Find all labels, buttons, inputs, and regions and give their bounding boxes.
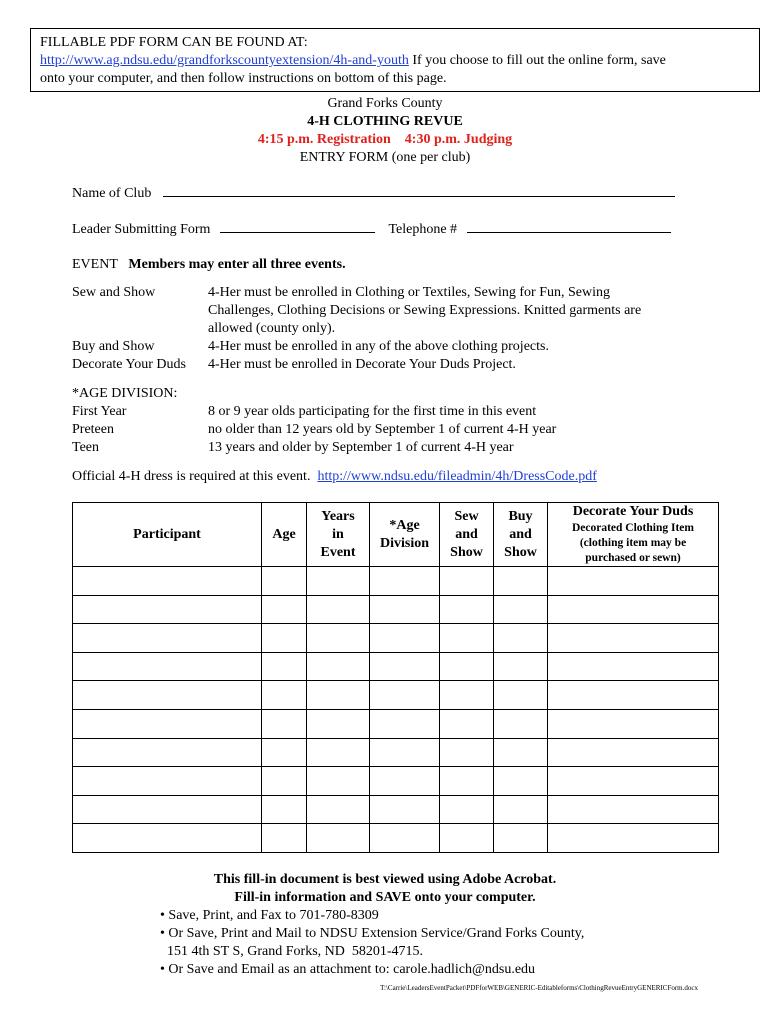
age-division-name: Teen <box>72 440 100 455</box>
event-desc <box>208 284 688 338</box>
years-in-event-cell[interactable] <box>307 738 370 767</box>
table-row <box>73 795 719 824</box>
age-division-cell[interactable] <box>370 567 440 596</box>
years-in-event-cell[interactable] <box>307 624 370 653</box>
telephone-field[interactable] <box>467 220 671 233</box>
footer-acrobat-note: This fill-in document is best viewed using Adobe Acrobat. <box>213 872 557 887</box>
header-line: Years <box>321 508 355 524</box>
decorate-your-duds-cell[interactable] <box>548 681 719 710</box>
decorate-your-duds-cell[interactable] <box>548 738 719 767</box>
sew-and-show-cell[interactable] <box>440 681 494 710</box>
footer-bullet-mail: • Or Save, Print and Mail to NDSU Extension Service/Grand Forks County, <box>160 926 585 941</box>
leader-field[interactable] <box>220 220 375 233</box>
age-division-cell[interactable] <box>370 681 440 710</box>
event-desc: 4-Her must be enrolled in Decorate Your Duds Project. <box>208 357 516 372</box>
decorate-your-duds-cell[interactable] <box>548 595 719 624</box>
age-division-header <box>370 503 440 567</box>
table-header-row <box>73 503 719 567</box>
age-division-cell[interactable] <box>370 824 440 853</box>
buy-and-show-cell[interactable] <box>494 681 548 710</box>
age-division-name: First Year <box>72 404 127 419</box>
header-line: Event <box>320 544 356 560</box>
buy-and-show-cell[interactable] <box>494 738 548 767</box>
years-in-event-header <box>307 503 370 567</box>
years-in-event-cell[interactable] <box>307 567 370 596</box>
sew-and-show-cell[interactable] <box>440 709 494 738</box>
footer-bullet-fax: • Save, Print, and Fax to 701-780-8309 <box>160 908 379 923</box>
age-division-name: Preteen <box>72 422 114 437</box>
sew-and-show-cell[interactable] <box>440 738 494 767</box>
participant-cell[interactable] <box>73 624 262 653</box>
sew-and-show-cell[interactable] <box>440 767 494 796</box>
leader-label: Leader Submitting Form <box>72 222 211 237</box>
event-label: EVENT <box>72 257 118 272</box>
club-name-field[interactable] <box>163 184 675 197</box>
notice-text-line3: onto your computer, and then follow instructions on bottom of this page. <box>40 71 447 86</box>
age-cell[interactable] <box>262 652 307 681</box>
header-line: Decorate Your Duds <box>572 504 694 519</box>
years-in-event-cell[interactable] <box>307 709 370 738</box>
document-file-path: T:\Carrie\LeadersEventPacket\PDFforWEB\GENERIC-Editableforms\ClothingRevueEntryGENERICForm.docx <box>380 984 698 992</box>
age-cell[interactable] <box>262 595 307 624</box>
table-row <box>73 767 719 796</box>
event-desc-line: 4-Her must be enrolled in Clothing or Textiles, Sewing for Fun, Sewing <box>208 285 610 300</box>
notice-text: If you choose to fill out the online form, save <box>408 53 666 68</box>
buy-and-show-cell[interactable] <box>494 595 548 624</box>
age-division-desc: no older than 12 years old by September 1 of current 4-H year <box>208 422 557 437</box>
sew-and-show-cell[interactable] <box>440 652 494 681</box>
table-row <box>73 595 719 624</box>
buy-and-show-header <box>494 503 548 567</box>
buy-and-show-cell[interactable] <box>494 767 548 796</box>
sew-and-show-cell[interactable] <box>440 624 494 653</box>
header-line: Decorated Clothing Item <box>571 522 694 534</box>
decorate-your-duds-cell[interactable] <box>548 567 719 596</box>
decorate-your-duds-cell[interactable] <box>548 652 719 681</box>
participant-cell[interactable] <box>73 681 262 710</box>
buy-and-show-cell[interactable] <box>494 795 548 824</box>
age-division-cell[interactable] <box>370 795 440 824</box>
event-name: Buy and Show <box>72 339 155 354</box>
event-desc: 4-Her must be enrolled in any of the above clothing projects. <box>208 339 549 354</box>
header-line: in <box>332 526 344 542</box>
telephone-label: Telephone # <box>388 222 458 237</box>
decorate-your-duds-header <box>548 503 719 567</box>
age-division-cell[interactable] <box>370 595 440 624</box>
age-cell[interactable] <box>262 824 307 853</box>
sew-and-show-cell[interactable] <box>440 824 494 853</box>
age-division-cell[interactable] <box>370 652 440 681</box>
age-cell[interactable] <box>262 709 307 738</box>
form-title: 4-H CLOTHING REVUE <box>307 114 463 129</box>
table-row <box>73 567 719 596</box>
header-line: Show <box>504 544 537 560</box>
age-division-cell[interactable] <box>370 624 440 653</box>
notice-heading: FILLABLE PDF FORM CAN BE FOUND AT: <box>40 35 308 50</box>
decorate-your-duds-cell[interactable] <box>548 624 719 653</box>
header-line: Division <box>379 535 429 551</box>
years-in-event-cell[interactable] <box>307 595 370 624</box>
event-heading <box>72 256 346 274</box>
buy-and-show-cell[interactable] <box>494 709 548 738</box>
table-row <box>73 681 719 710</box>
age-cell[interactable] <box>262 681 307 710</box>
table-row <box>73 652 719 681</box>
event-desc-line: Challenges, Clothing Decisions or Sewing Expressions. Knitted garments are <box>208 303 642 318</box>
age-division-cell[interactable] <box>370 738 440 767</box>
participant-cell[interactable] <box>73 709 262 738</box>
online-form-notice <box>30 28 760 92</box>
footer-bullet-email: • Or Save and Email as an attachment to: carole.hadlich@ndsu.edu <box>160 962 536 977</box>
sew-and-show-cell[interactable] <box>440 567 494 596</box>
age-cell[interactable] <box>262 795 307 824</box>
event-desc-line: allowed (county only). <box>208 321 336 336</box>
participant-cell[interactable] <box>73 567 262 596</box>
dress-code-line <box>72 468 597 486</box>
decorate-your-duds-cell[interactable] <box>548 767 719 796</box>
dress-code-text: Official 4-H dress is required at this event. <box>72 469 311 484</box>
event-name: Decorate Your Duds <box>72 357 186 372</box>
age-division-heading: *AGE DIVISION: <box>72 386 178 401</box>
decorate-your-duds-cell[interactable] <box>548 824 719 853</box>
buy-and-show-cell[interactable] <box>494 824 548 853</box>
age-division-cell[interactable] <box>370 767 440 796</box>
club-name-label: Name of Club <box>72 186 152 201</box>
table-row <box>73 738 719 767</box>
table-row <box>73 709 719 738</box>
dress-code-link[interactable]: http://www.ndsu.edu/fileadmin/4h/DressCode.pdf <box>317 469 597 484</box>
participant-cell[interactable] <box>73 795 262 824</box>
years-in-event-cell[interactable] <box>307 824 370 853</box>
footer-save-note: Fill-in information and SAVE onto your computer. <box>234 890 536 905</box>
event-name: Sew and Show <box>72 285 156 300</box>
years-in-event-cell[interactable] <box>307 767 370 796</box>
buy-and-show-cell[interactable] <box>494 567 548 596</box>
header-line: Show <box>450 544 483 560</box>
county-name: Grand Forks County <box>327 96 443 111</box>
event-note: Members may enter all three events. <box>128 257 346 272</box>
years-in-event-cell[interactable] <box>307 652 370 681</box>
extension-url-link[interactable]: http://www.ag.ndsu.edu/grandforkscountyextension/4h-and-youth <box>40 53 409 68</box>
buy-and-show-cell[interactable] <box>494 652 548 681</box>
header-line: *Age <box>389 517 420 533</box>
table-row <box>73 624 719 653</box>
sew-and-show-cell[interactable] <box>440 795 494 824</box>
header-line: and <box>455 526 478 542</box>
sew-and-show-cell[interactable] <box>440 595 494 624</box>
participant-header: Participant <box>73 503 262 567</box>
participant-cell[interactable] <box>73 738 262 767</box>
entry-rows <box>73 567 719 853</box>
notice-url-line <box>40 52 750 70</box>
participant-cell[interactable] <box>73 824 262 853</box>
header-line: Buy <box>508 508 533 524</box>
header-line: and <box>509 526 532 542</box>
participant-cell[interactable] <box>73 595 262 624</box>
entry-table <box>72 502 719 853</box>
form-subtitle: ENTRY FORM (one per club) <box>299 150 471 165</box>
sew-and-show-header <box>440 503 494 567</box>
age-cell[interactable] <box>262 624 307 653</box>
participant-cell[interactable] <box>73 767 262 796</box>
age-division-desc: 8 or 9 year olds participating for the first time in this event <box>208 404 537 419</box>
age-cell[interactable] <box>262 738 307 767</box>
age-header: Age <box>262 503 307 567</box>
age-division-cell[interactable] <box>370 709 440 738</box>
header-line: Sew <box>454 508 479 524</box>
decorate-your-duds-cell[interactable] <box>548 709 719 738</box>
header-line: purchased or sewn) <box>585 552 681 564</box>
years-in-event-cell[interactable] <box>307 681 370 710</box>
age-division-desc: 13 years and older by September 1 of current 4-H year <box>208 440 514 455</box>
age-cell[interactable] <box>262 767 307 796</box>
leader-row <box>72 220 671 239</box>
table-row <box>73 824 719 853</box>
age-cell[interactable] <box>262 567 307 596</box>
participant-cell[interactable] <box>73 652 262 681</box>
event-times: 4:15 p.m. Registration 4:30 p.m. Judging <box>257 132 513 147</box>
footer-bullet-mail-address: 151 4th ST S, Grand Forks, ND 58201-4715. <box>160 944 424 959</box>
years-in-event-cell[interactable] <box>307 795 370 824</box>
buy-and-show-cell[interactable] <box>494 624 548 653</box>
decorate-your-duds-cell[interactable] <box>548 795 719 824</box>
club-name-row <box>72 184 675 203</box>
header-line: (clothing item may be <box>579 537 687 549</box>
